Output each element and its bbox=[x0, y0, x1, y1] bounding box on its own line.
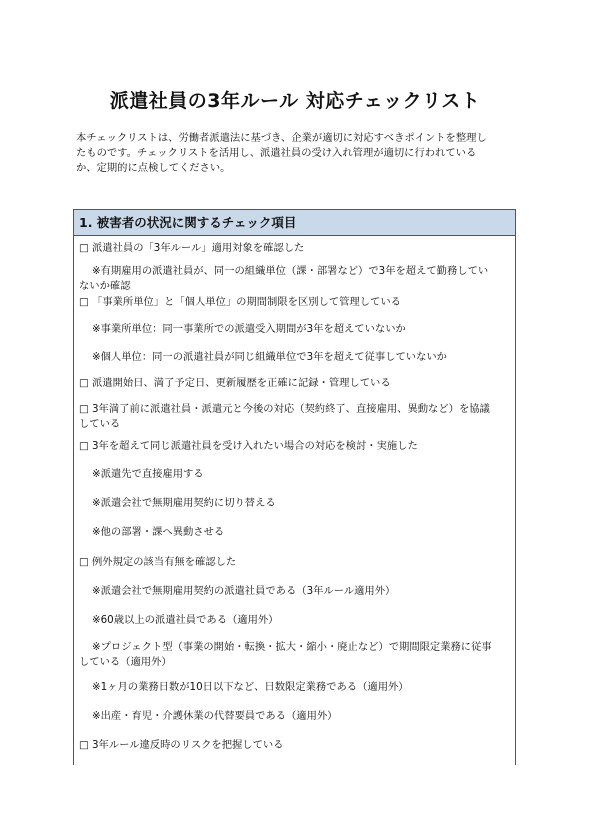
checklist-item[interactable] bbox=[79, 439, 511, 454]
checklist-note bbox=[92, 350, 510, 365]
intro-paragraph bbox=[76, 131, 528, 176]
note-text: ※事業所単位：同一事業所での派遣受入期間が3年を超えていないか bbox=[92, 323, 406, 335]
checklist-item[interactable] bbox=[79, 241, 511, 256]
note-text: している（適用外） bbox=[79, 655, 172, 668]
checklist-note bbox=[92, 584, 510, 599]
intro-line: か、定期的に点検してください。 bbox=[76, 162, 231, 174]
note-text: ※有期雇用の派遣社員が、同一の組織単位（課・部署など）で3年を超えて勤務してい bbox=[92, 265, 489, 277]
note-text: ※派遣会社で無期雇用契約の派遣社員である（3年ルール適用外） bbox=[92, 585, 396, 597]
checklist-item[interactable] bbox=[79, 555, 511, 570]
checklist-box bbox=[73, 209, 516, 765]
page-title: 派遣社員の3年ルール 対応チェックリスト bbox=[109, 90, 481, 112]
checklist-note bbox=[92, 322, 510, 337]
note-text: ※派遣会社で無期雇用契約に切り替える bbox=[92, 497, 276, 509]
checklist-note bbox=[92, 525, 510, 540]
item-text: □ 3年満了前に派遣社員・派遣元と今後の対応（契約終了、直接雇用、異動など）を協議 bbox=[79, 403, 490, 415]
note-text: ※プロジェクト型（事業の開始・転換・拡大・縮小・廃止など）で期間限定業務に従事 bbox=[92, 641, 492, 653]
intro-line: たものです。チェックリストを活用し、派遣社員の受け入れ管理が適切に行われている bbox=[76, 147, 477, 159]
checklist-note bbox=[92, 467, 510, 482]
note-text: ※他の部署・課へ異動させる bbox=[92, 526, 225, 538]
item-text: している bbox=[79, 417, 121, 430]
note-text: ※派遣先で直接雇用する bbox=[92, 468, 204, 480]
item-text: □ 3年ルール違反時のリスクを把握している bbox=[79, 739, 284, 751]
checklist-note bbox=[92, 680, 510, 695]
item-text: □ 派遣開始日、満了予定日、更新履歴を正確に記録・管理している bbox=[79, 377, 391, 389]
checklist-note bbox=[79, 640, 510, 669]
item-text: □ 例外規定の該当有無を確認した bbox=[79, 556, 237, 568]
checklist-note bbox=[79, 264, 510, 293]
note-text: ないか確認 bbox=[79, 279, 131, 292]
checklist-item[interactable] bbox=[79, 402, 511, 431]
note-text: ※個人単位：同一の派遣社員が同じ組織単位で3年を超えて従事していないか bbox=[92, 351, 447, 363]
checklist-note bbox=[92, 613, 510, 628]
checklist-item[interactable] bbox=[79, 738, 511, 753]
section-heading: 1. 被害者の状況に関するチェック項目 bbox=[74, 210, 515, 236]
note-text: ※60歳以上の派遣社員である（適用外） bbox=[92, 614, 279, 626]
item-text: □ 3年を超えて同じ派遣社員を受け入れたい場合の対応を検討・実施した bbox=[79, 440, 418, 452]
note-text: ※出産・育児・介護休業の代替要員である（適用外） bbox=[92, 710, 338, 722]
checklist-item[interactable] bbox=[79, 295, 511, 310]
checklist-item[interactable] bbox=[79, 376, 511, 391]
checklist-note bbox=[92, 496, 510, 511]
item-text: □ 派遣社員の「3年ルール」適用対象を確認した bbox=[79, 242, 305, 254]
item-text: □ 「事業所単位」と「個人単位」の期間制限を区別して管理している bbox=[79, 296, 401, 308]
intro-line: 本チェックリストは、労働者派遣法に基づき、企業が適切に対応すべきポイントを整理し bbox=[76, 132, 487, 144]
note-text: ※1ヶ月の業務日数が10日以下など、日数限定業務である（適用外） bbox=[92, 681, 409, 693]
checklist-note bbox=[92, 709, 510, 724]
